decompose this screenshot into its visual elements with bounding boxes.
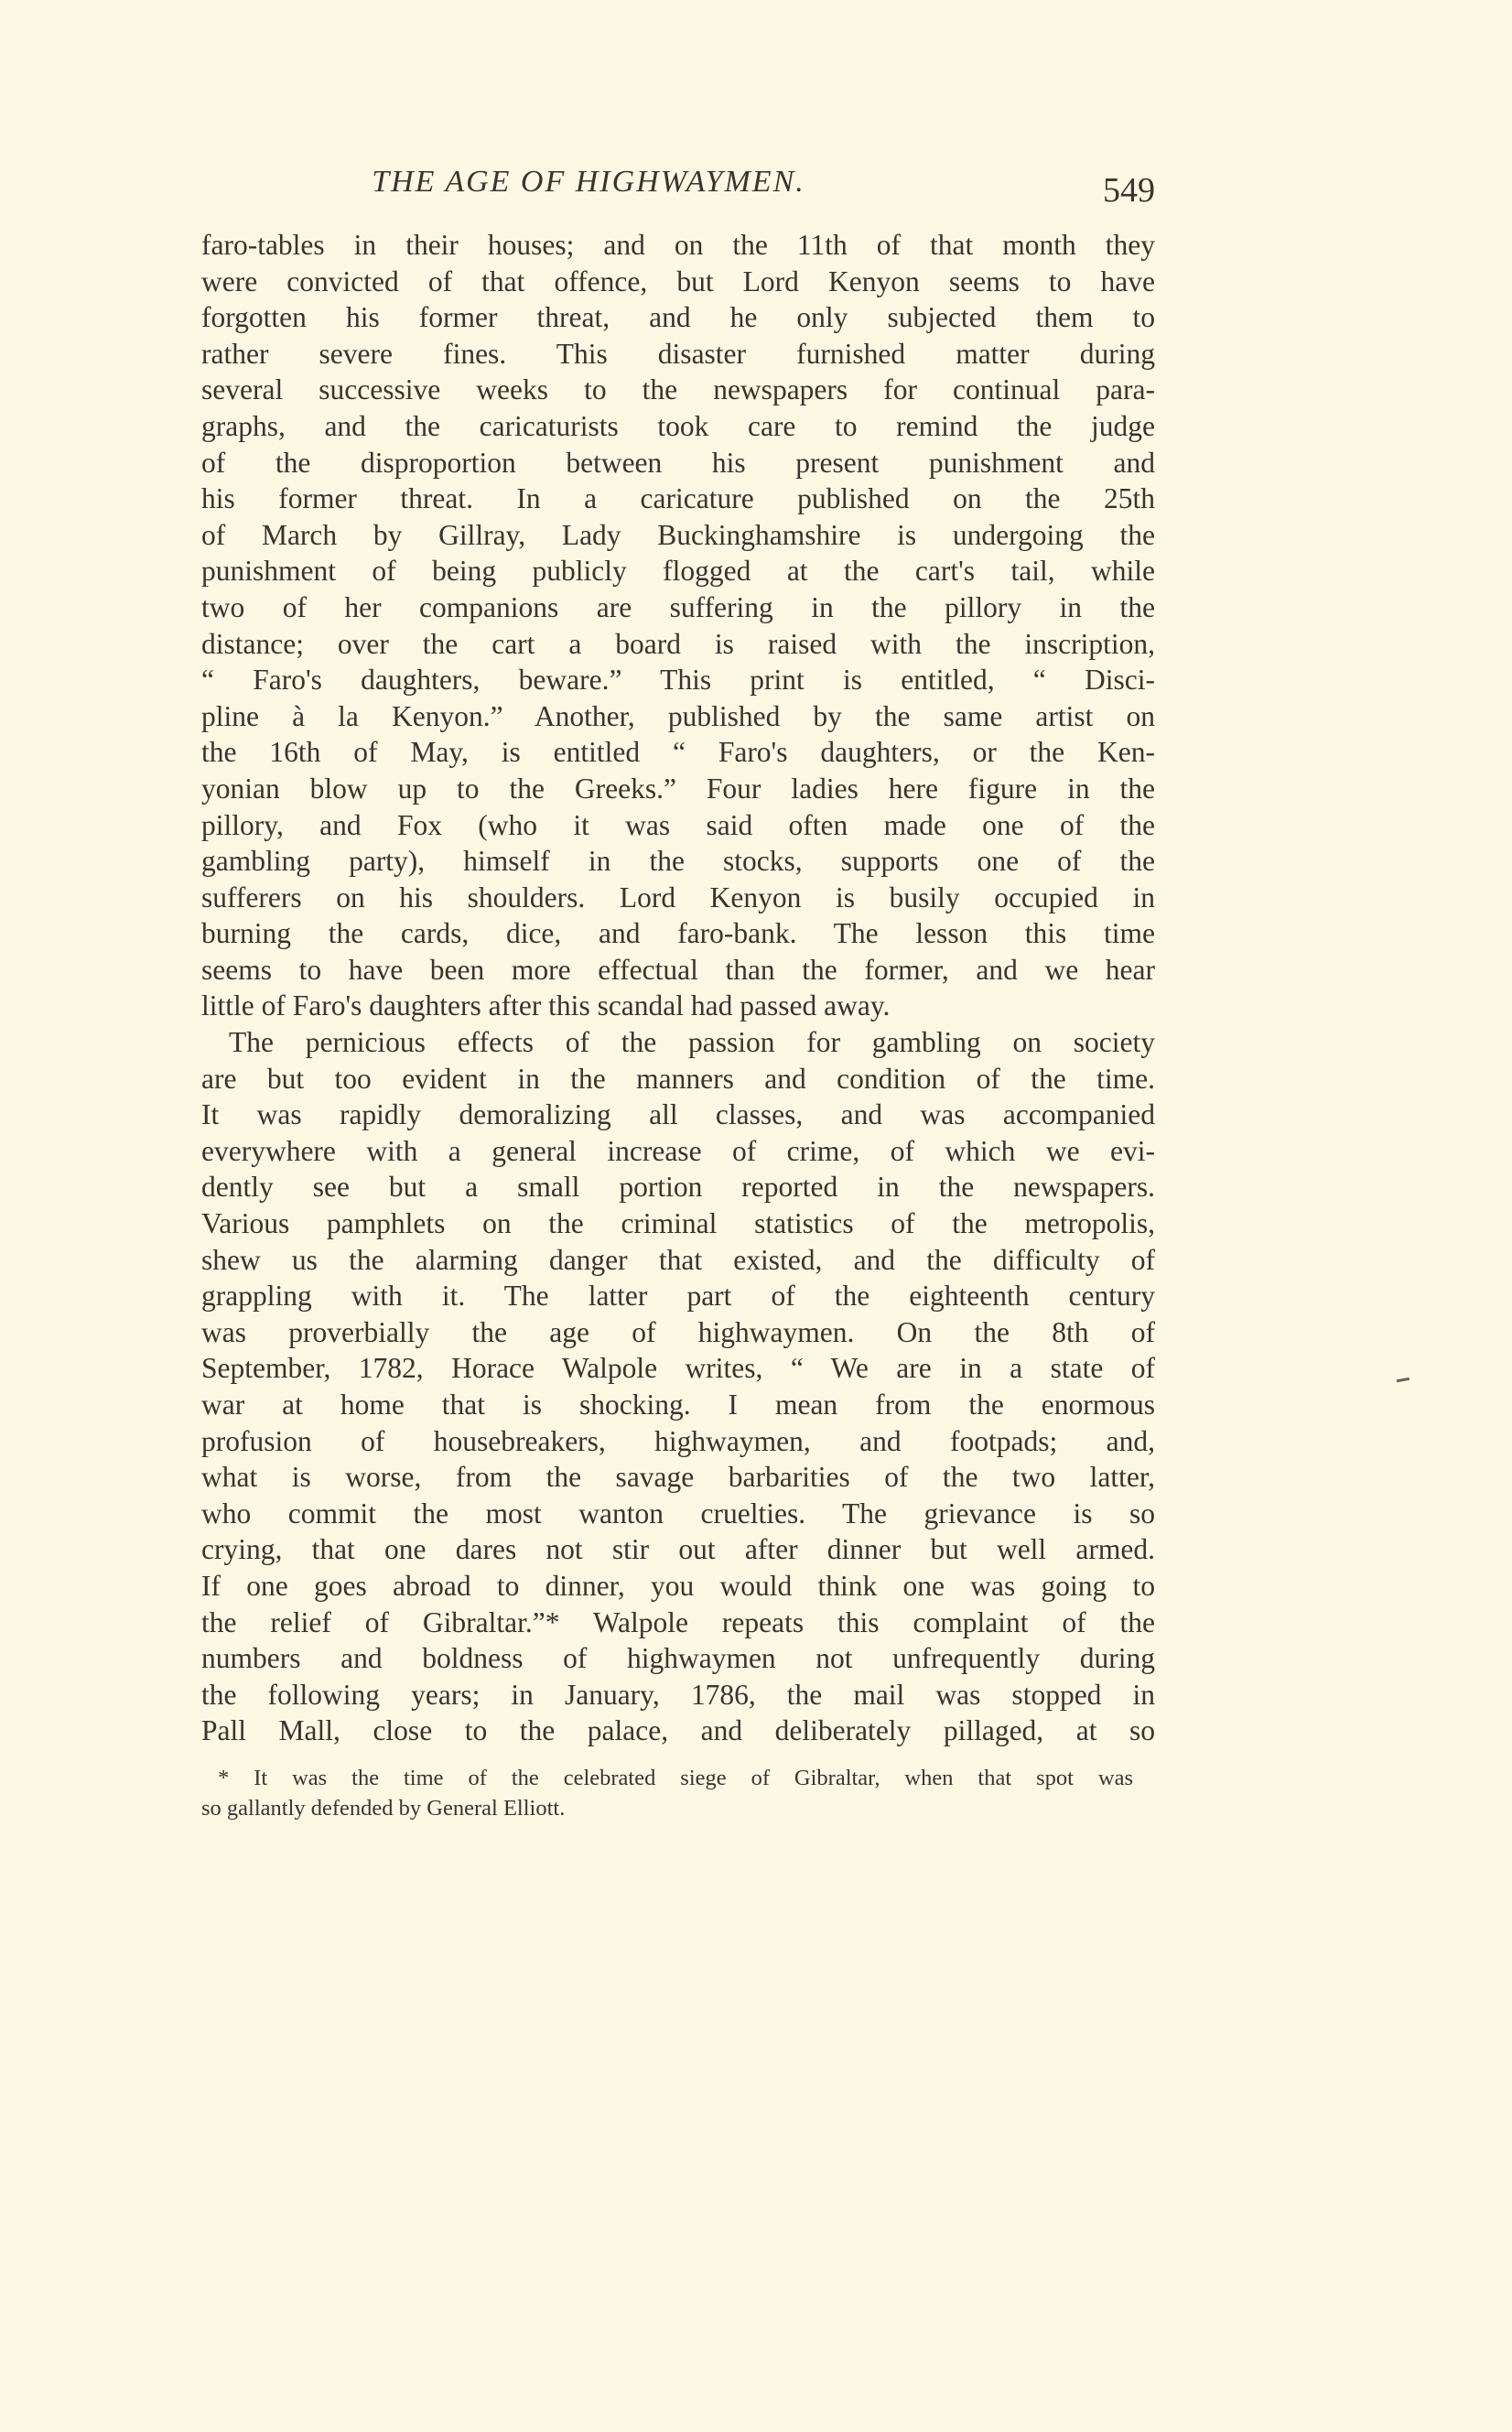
text-line: the following years; in January, 1786, the mail was stopped in: [201, 1678, 1155, 1711]
text-line: dently see but a small portion reported in the newspapers.: [201, 1171, 1155, 1204]
footnote: [201, 1763, 1155, 1823]
footnote-line: so gallantly defended by General Elliott.: [201, 1796, 566, 1821]
text-line: are but too evident in the manners and condition of the time.: [201, 1062, 1155, 1095]
text-line: If one goes abroad to dinner, you would think one was going to: [201, 1569, 1155, 1602]
text-line: grappling with it. The latter part of the eighteenth century: [201, 1280, 1155, 1313]
text-line: was proverbially the age of highwaymen. On the 8th of: [201, 1315, 1155, 1348]
page-number: 549: [1103, 171, 1155, 210]
text-line: his former threat. In a caricature published on the 25th: [201, 482, 1155, 515]
text-line: crying, that one dares not stir out after dinner but well armed.: [201, 1533, 1155, 1566]
text-line: rather severe fines. This disaster furnished matter during: [201, 337, 1155, 370]
text-line: “ Faro's daughters, beware.” This print is entitled, “ Disci-: [201, 664, 1155, 697]
text-line: war at home that is shocking. I mean from the enormous: [201, 1389, 1155, 1421]
text-line: punishment of being publicly flogged at the cart's tail, while: [201, 555, 1155, 588]
text-line: were convicted of that offence, but Lord Kenyon seems to have: [201, 265, 1155, 297]
text-line: little of Faro's daughters after this scandal had passed away.: [201, 989, 891, 1022]
text-line: the 16th of May, is entitled “ Faro's daughters, or the Ken-: [201, 736, 1155, 769]
text-line: several successive weeks to the newspapers for continual para-: [201, 373, 1155, 406]
text-line: distance; over the cart a board is raised with the inscription,: [201, 627, 1155, 660]
text-line: forgotten his former threat, and he only subjected them to: [201, 301, 1155, 334]
text-line: pline à la Kenyon.” Another, published by the same artist on: [201, 699, 1155, 732]
text-line: September, 1782, Horace Walpole writes, “ We are in a state of: [201, 1352, 1155, 1385]
text-line: pillory, and Fox (who it was said often made one of the: [201, 808, 1155, 841]
text-line: sufferers on his shoulders. Lord Kenyon is busily occupied in: [201, 881, 1155, 913]
text-line: profusion of housebreakers, highwaymen, and footpads; and,: [201, 1424, 1155, 1457]
footnote-line: * It was the time of the celebrated siege of Gibraltar, when that spot was: [218, 1766, 1133, 1790]
text-line: graphs, and the caricaturists took care to remind the judge: [201, 409, 1155, 442]
text-line: burning the cards, dice, and faro-bank. The lesson this time: [201, 917, 1155, 950]
text-line: the relief of Gibraltar.”* Walpole repeats this complaint of the: [201, 1605, 1155, 1638]
running-title: THE AGE OF HIGHWAYMEN.: [372, 165, 805, 199]
text-line: shew us the alarming danger that existed, and the difficulty of: [201, 1243, 1155, 1276]
text-line: numbers and boldness of highwaymen not unfrequently during: [201, 1642, 1155, 1675]
text-line: who commit the most wanton cruelties. The grievance is so: [201, 1497, 1155, 1529]
text-line: yonian blow up to the Greeks.” Four ladies here figure in the: [201, 772, 1155, 805]
text-line: It was rapidly demoralizing all classes, and was accompanied: [201, 1098, 1155, 1131]
text-line: of the disproportion between his present punishment and: [201, 446, 1155, 479]
text-line: faro-tables in their houses; and on the 11th of that month they: [201, 229, 1155, 261]
body-text: [201, 227, 1155, 1749]
text-line: The pernicious effects of the passion for gambling on society: [229, 1026, 1155, 1059]
text-line: Various pamphlets on the criminal statistics of the metropolis,: [201, 1207, 1155, 1240]
text-line: of March by Gillray, Lady Buckinghamshire is undergoing the: [201, 518, 1155, 551]
page-header: [201, 161, 1155, 210]
text-line: two of her companions are suffering in the pillory in the: [201, 590, 1155, 623]
text-line: what is worse, from the savage barbarities of the two latter,: [201, 1461, 1155, 1494]
scan-mark: [1397, 1378, 1409, 1382]
text-line: seems to have been more effectual than the former, and we hear: [201, 953, 1155, 986]
text-line: gambling party), himself in the stocks, supports one of the: [201, 845, 1155, 878]
text-line: Pall Mall, close to the palace, and deliberately pillaged, at so: [201, 1714, 1155, 1747]
text-line: everywhere with a general increase of crime, of which we evi-: [201, 1134, 1155, 1167]
